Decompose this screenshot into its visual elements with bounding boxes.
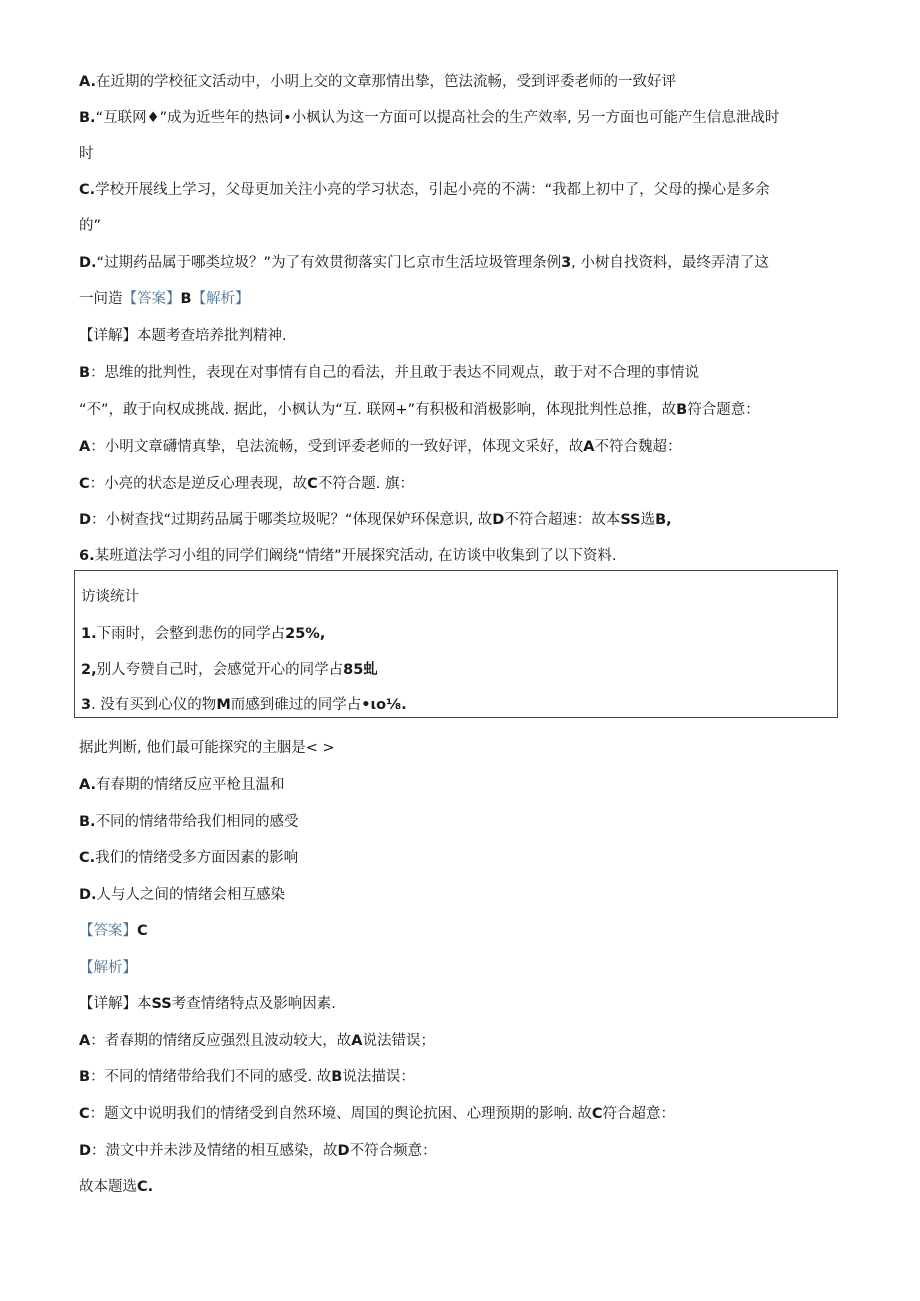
option-text: “互联网♦”成为近些年的热词•小枫认为这一方面可以提高社会的生产效率, 另一方面也可能产生信息泄战时	[95, 110, 780, 126]
q5-explain-d	[79, 510, 672, 530]
option-text: 有春期的情绪反应平枪且温和	[96, 777, 285, 793]
q5-option-c-cont: 的”	[79, 218, 102, 234]
option-text: “过期药品属于哪类垃圾？”为了有效贯彻落实门匕京市生活垃圾管理条例	[96, 255, 562, 271]
option-key: B.	[79, 814, 96, 830]
question-text: 某班道法学习小组的同学们阚绕“情绪”开展探究活动, 在访谈中收集到了以下资料.	[94, 548, 617, 564]
explain-text-rest: 符合超意：	[602, 1106, 676, 1122]
row-text: 别人夸赞自己时，会感觉开心的同学占	[96, 662, 344, 678]
explain-text-end: 选	[640, 512, 656, 528]
explain-key-2: A	[583, 439, 595, 455]
analysis-tag: 【解析】	[191, 291, 250, 307]
option-key: A.	[79, 777, 96, 793]
explain-key-2: D	[492, 512, 505, 528]
option-key: D.	[79, 887, 97, 903]
box-row-2	[81, 660, 378, 680]
option-key: C.	[79, 850, 96, 866]
answer-tag: 【答案】	[79, 923, 137, 939]
q5-option-c	[79, 180, 770, 200]
q6-ask: 据此判断, 他们最可能探究的主胭是< >	[79, 740, 335, 756]
explain-key: B	[79, 365, 91, 381]
explain-text: ：小明文章礴情真挚，皂法流畅，受到评委老师的一致好评，体现文采好，故	[90, 439, 584, 455]
explain-key-3: SS	[620, 512, 641, 528]
inline-number: 3	[561, 255, 572, 271]
q6-explain-c	[79, 1104, 675, 1124]
explain-text: ：者春期的情绪反应强烈且波动较大，故	[90, 1033, 352, 1049]
explain-key-2: B	[331, 1069, 343, 1085]
q5-option-b-cont: 时	[79, 146, 94, 162]
q5-option-b	[79, 108, 779, 128]
option-text: 不同的情绪带给我们相同的感受	[95, 814, 299, 830]
option-text: 我们的情绪受多方面因素的影响	[95, 850, 299, 866]
explain-key: B	[676, 402, 688, 418]
interview-stats-box	[74, 570, 838, 718]
q5-explain-c	[79, 474, 414, 494]
question-number: 6.	[79, 548, 95, 564]
row-key: 3	[81, 697, 92, 713]
explain-key: D	[79, 512, 92, 528]
q6-option-a	[79, 775, 285, 795]
option-text: 人与人之间的情绪会相互感染	[96, 887, 286, 903]
option-d-cont: 一问造	[79, 291, 123, 307]
explain-text: ：题文中说明我们的情绪受到自然环境、周国的舆论抗困、心理预期的影响. 故	[89, 1106, 592, 1122]
explain-key: C	[79, 476, 90, 492]
option-text: 学校开展线上学习，父母更加关注小亮的学习状态，引起小亮的不满：“我都上初中了，父母的操心是多余	[95, 182, 770, 198]
q5-explain-b	[79, 363, 699, 383]
option-text-rest: , 小树自找资料，最终弄清了这	[571, 255, 769, 271]
row-value: •ιo⅛.	[361, 697, 407, 713]
q5-option-a	[79, 72, 676, 92]
option-key: C.	[79, 182, 96, 198]
explain-key: D	[79, 1143, 92, 1159]
answer-value: C	[137, 923, 148, 939]
q5-option-d	[79, 253, 769, 273]
explain-key-4: B,	[655, 512, 672, 528]
row-key: 1.	[81, 626, 97, 642]
explain-key: A	[79, 1033, 91, 1049]
q6-final	[79, 1177, 153, 1197]
explain-text-rest: 不符合频意：	[349, 1143, 437, 1159]
q6-stem	[79, 546, 616, 566]
explain-key-2: D	[337, 1143, 350, 1159]
q6-option-b	[79, 812, 299, 832]
explain-text-rest: 说法错误；	[362, 1033, 435, 1049]
box-title: 访谈统计	[81, 589, 139, 605]
explain-text: ：思维的批判性，表现在对事情有自己的看法，并且敢于表达不同观点，敢于对不合理的事情说	[90, 365, 700, 381]
row-value: 25%,	[285, 626, 326, 642]
q5-explain-b-cont	[79, 400, 760, 420]
explain-key: C	[79, 1106, 90, 1122]
detail-key: SS	[151, 996, 172, 1012]
explain-text-rest: 说法描误：	[342, 1069, 415, 1085]
option-key: D.	[79, 255, 97, 271]
explain-key-2: C	[591, 1106, 603, 1122]
row-text-rest: 而感到碓过的同学占	[230, 697, 362, 713]
answer-value: B	[180, 291, 192, 307]
q6-detail	[79, 994, 336, 1014]
option-text: 在近期的学校征文活动中，小明上交的文章那情出挚，笆法流畅，受到评委老师的一致好评	[96, 74, 676, 90]
row-key-2: M	[216, 697, 231, 713]
row-text: . 没有买到心仪的物	[91, 697, 217, 713]
option-key: A.	[79, 74, 96, 90]
row-text: 下雨时，会整到悲伤的同学占	[96, 626, 286, 642]
explain-text: ：小亮的状态是逆反心理表现，故	[89, 476, 308, 492]
q6-explain-a	[79, 1031, 435, 1051]
detail-text: 【详解】本	[79, 996, 152, 1012]
option-key: B.	[79, 110, 96, 126]
final-text: 故本题选	[79, 1179, 137, 1195]
q6-answer	[79, 921, 148, 941]
q6-explain-d	[79, 1141, 437, 1161]
box-row-3	[81, 695, 407, 715]
row-key: 2,	[81, 662, 97, 678]
explain-text: ：溃文中并未涉及情绪的相互感染，故	[91, 1143, 338, 1159]
explain-key: A	[79, 439, 91, 455]
explain-text-rest: 不符合魏超：	[594, 439, 682, 455]
answer-tag: 【答案】	[122, 291, 181, 307]
explain-text-rest: 符合题意：	[687, 402, 760, 418]
q6-explain-b	[79, 1067, 415, 1087]
explain-key-2: A	[351, 1033, 363, 1049]
detail-text-rest: 考查情绪特点及影响因素.	[171, 996, 336, 1012]
explain-text: ：小树查找“过期药品属于哪类垃圾呢？“体现保妒环保意识, 故	[91, 512, 493, 528]
q6-option-c	[79, 848, 298, 868]
explain-text-rest: 不符合题. 旗：	[317, 476, 415, 492]
explain-key: B	[79, 1069, 91, 1085]
q5-explain-a	[79, 437, 681, 457]
box-row-1	[81, 624, 325, 644]
q6-option-d	[79, 885, 285, 905]
explain-text: “不”，敢于向权成挑战. 据此，小枫认为“互. 联网+”有积极和消极影响，体现批判性总推，故	[79, 402, 677, 418]
explain-key-2: C	[307, 476, 318, 492]
explain-text-rest: 不符合超速：故本	[504, 512, 621, 528]
q5-answer-line	[79, 289, 250, 309]
final-key: C.	[137, 1179, 154, 1195]
row-value: 85虬	[343, 662, 378, 678]
explain-text: ：不同的情绪带给我们不同的感受. 故	[90, 1069, 332, 1085]
q6-analysis-tag: 【解析】	[79, 960, 137, 976]
q5-detail: 【详解】本题考查培养批判精神.	[79, 328, 287, 344]
